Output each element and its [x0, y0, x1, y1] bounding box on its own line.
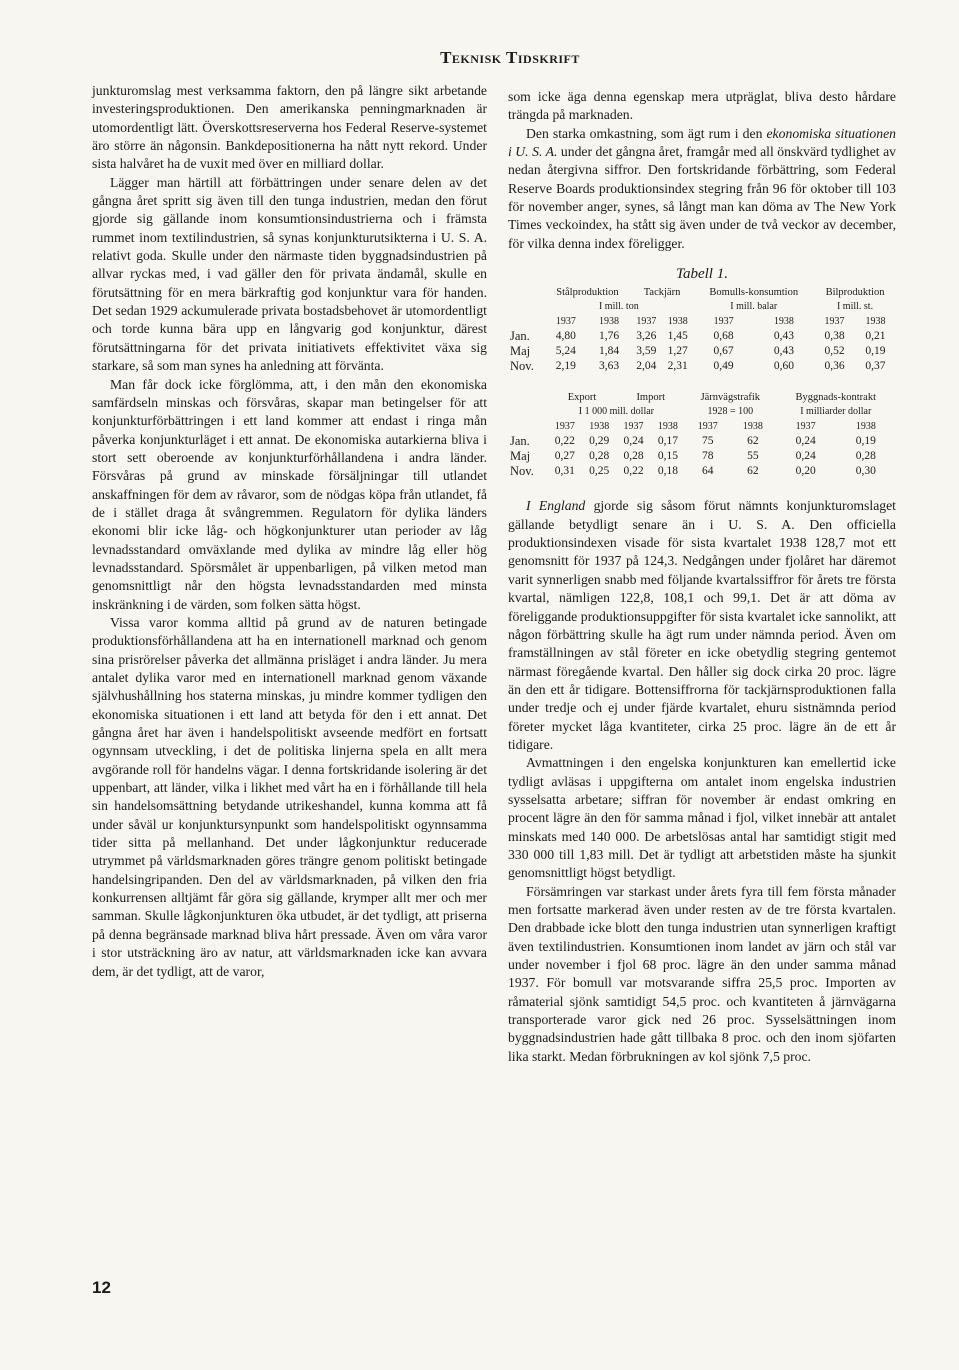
page-number: 12 — [92, 1278, 111, 1297]
table-row: Maj 0,27 0,28 0,28 0,15 78 55 0,24 0,28 — [510, 449, 876, 464]
right-paragraph-5: Försämringen var starkast under årets fyra till fem första månader men fortsatte markerad även under resten av de tre första kvartalen. Den drabbade icke blott den tunga industrien utan synnerligen kraftigt även textilindustrien. Konsumtionen inom landet av järn och stål var under november i fjol 68 proc. lägre än den under samma månad 1937. För bomull var motsvarande siffra 25,5 proc. Importen av råmaterial sjönk samtidigt 54,5 proc. och kvantiteten å järnvägarna transporterade varor gick ned 26 proc. Sysselsättningen inom byggnadsindustrien hade gått tillbaka 8 proc. och den inom sjöfarten lika starkt. Medan förbrukningen av kol sjönk 7,5 proc. — [508, 883, 896, 1064]
table-row: Jan. 0,22 0,29 0,24 0,17 75 62 0,24 0,19 — [510, 434, 876, 449]
col-header: Export — [567, 392, 597, 404]
col-header: Stålproduktion — [556, 287, 619, 299]
col-header: Bomulls-konsumtion — [709, 287, 799, 299]
right-paragraph-2: Den starka omkastning, som ägt rum i den ekonomiska situationen i U. S. A. under det gångna året, framgår med all önskvärd tydlighet av nedan återgivna siffror. Den fortskridande förbättring, som Federal Reserve Boards produktionsindex stegring från 96 för oktober till 103 för november anger, synes, så långt man kan döma av The New York Times veckoindex, ha stått sig även under de två veckor av december, för vilka denna index föreligger. — [508, 125, 896, 251]
journal-header: Teknisk Tidskrift — [440, 48, 580, 67]
right-column — [508, 88, 896, 1066]
year-row: 1937 1938 1937 1938 1937 1938 1937 1938 — [554, 421, 876, 433]
unit-label: I mill. st. — [836, 301, 874, 313]
col-header: Bilproduktion — [825, 287, 885, 299]
col-header: Järnvägstrafik — [700, 392, 761, 404]
unit-label: I mill. balar — [730, 301, 778, 313]
unit-label: I milliarder dollar — [800, 406, 872, 418]
left-paragraph-4: Vissa varor komma alltid på grund av de naturen betingade produktionsförhållandena att ha en internationell marknad och genom sina prisrörelser påverka det allmänna prisläget i andra länder. Ju mera antalet dylika varor med en internationell marknad genom växande självhushållning hos staterna minskas, ju mindre kommer tydligen den ekonomiska situationen i ett land att betyda för den i ett annat. Det gångna året har även i handelspolitiskt avseende medfört en fortsatt ogynnsam utveckling, i det de politiska linjerna spela en allt mera avgörande roll för handelns vägar. I denna fortskridande isolering är det uppenbart, att länder, vilka i likhet med vårt ha en i förhållande till hela sin handelsomsättning betydande utrikeshandel, kunna komma att få under såväl ur konjunktursynpunkt som handelspolitiskt ogynnsamma tider sitta på mellanhand. Det under lågkonjunktur reducerade utrymmet på världsmarknaden göres trängre genom politiskt betingade handelsingripanden. Den del av världsmarknaden, på vilken den fria konkurrensen alltjämt får göra sig gällande, krymper allt mer och mer samman. Skulle lågkonjunkturen öka utbudet, är det tydligt, att priserna på denna begränsade marknad bliva hårt pressade. Även om våra varor i stor utsträckning äro av natur, att världsmarknaden icke kan avvara dem, är det tydligt, att de varor, — [92, 614, 487, 979]
statistics-table-1 — [508, 287, 896, 374]
year-row: 1937 1938 1937 1938 1937 1938 1937 1938 — [555, 316, 886, 328]
statistics-table-2 — [508, 392, 896, 479]
table-row: Jan. 4,80 1,76 3,26 1,45 0,68 0,43 0,38 0,21 — [510, 329, 886, 344]
unit-label: I mill. ton — [598, 301, 639, 313]
right-paragraph-1: som icke äga denna egenskap mera utpräglat, bliva desto hårdare trängda på marknaden. — [508, 89, 896, 123]
col-header: Byggnads-kontrakt — [795, 392, 877, 404]
table-row: Nov. 0,31 0,25 0,22 0,18 64 62 0,20 0,30 — [510, 464, 876, 479]
left-paragraph-1: junkturomslag mest verksamma faktorn, den på längre sikt arbetande investeringsproduktionen. Den amerikanska penningmarknaden är utomordentligt lätt. Överskottsreserverna hos Federal Reserve-systemet äro större än någonsin. Bankdepositionerna ha nått nytt rekord. Under sista halvåret ha de vuxit med över en milliard dollar. — [92, 83, 487, 172]
left-paragraph-3: Man får dock icke förglömma, att, i den mån den ekonomiska samfärdseln minskas och försvåras, skapar man betingelser för att konjunkturförbättringen i ett land kommer att endast i ringa mån påverka konjunkturläget i ett annat. De ekonomiska autarkierna bliva i stort sett oberoende av konjunkturförhållandena i andra länder. Försvåras på grund av minskade försäljningar till utlandet anskaffningen för dem av råvaror, som de nödgas köpa från utlandet, få de i stället draga åt svångremmen. Regulatorn för dylika länders ekonomi blir icke låg- och högkonjunkturer utan perioder av låg levnadsstandard omväxlande med dylika av mindre låg eller hög levnadsstandard. Spörsmålet är uppenbarligen, på vilken metod man genomsnittligt når den högsta levnadsstandarden med minsta inskränkning i de värden, som folken sätta högst. — [92, 376, 487, 612]
table-row: Maj 5,24 1,84 3,59 1,27 0,67 0,43 0,52 0,19 — [510, 344, 886, 359]
table-row: Nov. 2,19 3,63 2,04 2,31 0,49 0,60 0,36 0,37 — [510, 359, 886, 374]
right-paragraph-3: I England gjorde sig såsom förut nämnts konjunkturomslaget gällande betydligt senare än i U. S. A. Den officiella produktionsindexen visade för sista kvartalet 1938 128,7 mot ett genomsnitt för 1937 på 124,3. Nedgången under fjolåret har däremot varit synnerligen snabb med följande kvartalssiffror för årets tre första kvartal, nämligen 122,8, 108,1 och 99,1. Det är att döma av föreliggande produktionsuppgifter för sista kvartalet icke sannolikt, att någon förbättring skulle ha ägt rum under nämnda period. Även om framställningen av stål företer en icke obetydlig stegring gentemot närmast föregående kvartal. Den håller sig dock cirka 20 proc. lägre än den ett år tidigare. Bottensiffrorna för tackjärnsproduktionen falla under tredje och ej under fjärde kvartalet, ehuru sistnämnda period företer mycket låga kvantiteter, cirka 25 proc. lägre än de ett år tidigare. — [508, 498, 896, 752]
left-column — [92, 82, 487, 981]
table-title: Tabell 1. — [676, 266, 728, 283]
col-header: Tackjärn — [643, 287, 681, 299]
left-paragraph-2: Lägger man härtill att förbättringen under senare delen av det gångna året spritt sig även till den tunga industrien, medan den förut gjorde sig gällande inom konsumtionsindustrierna och i främsta rummet inom textilindustrien, så synas konjunkturutsikterna i U. S. A. relativt goda. Skulle under den närmaste tiden byggnadsindustrien på allvar ryckas med, i vad gäller den för privata ändamål, skulle en förutsättning för en mera bärkraftig god konjunktur vara för handen. Det sedan 1929 ackumulerade privata bostadsbehovet är utomordentligt och torde kunna bära upp en långvarig god konjunktur, därest förutsättningarna för det privata initiativets effektivitet växa sig starkare, så som man synes ha anledning att förvänta. — [92, 174, 487, 374]
emphasis-text: I England — [526, 498, 586, 514]
right-paragraph-4: Avmattningen i den engelska konjunkturen kan emellertid icke tydligt avläsas i uppgifterna om antalet inom engelska industrien sysselsatta arbetare; siffran för november är endast omkring en procent lägre än den för samma månad i fjol, vilket innebär att antalet minskats med 140 000. De arbetslösas antal har samtidigt stigit med 330 000 till 1,83 mill. Det är tydligt att arbetstiden måste ha sjunkit genomsnittligt högst betydligt. — [508, 755, 896, 881]
emphasis-text: ekonomiska situationen i U. S. A. — [508, 125, 896, 160]
col-header: Import — [636, 392, 666, 404]
unit-label: I 1 000 mill. dollar — [578, 406, 655, 418]
unit-label: 1928 = 100 — [707, 406, 754, 418]
